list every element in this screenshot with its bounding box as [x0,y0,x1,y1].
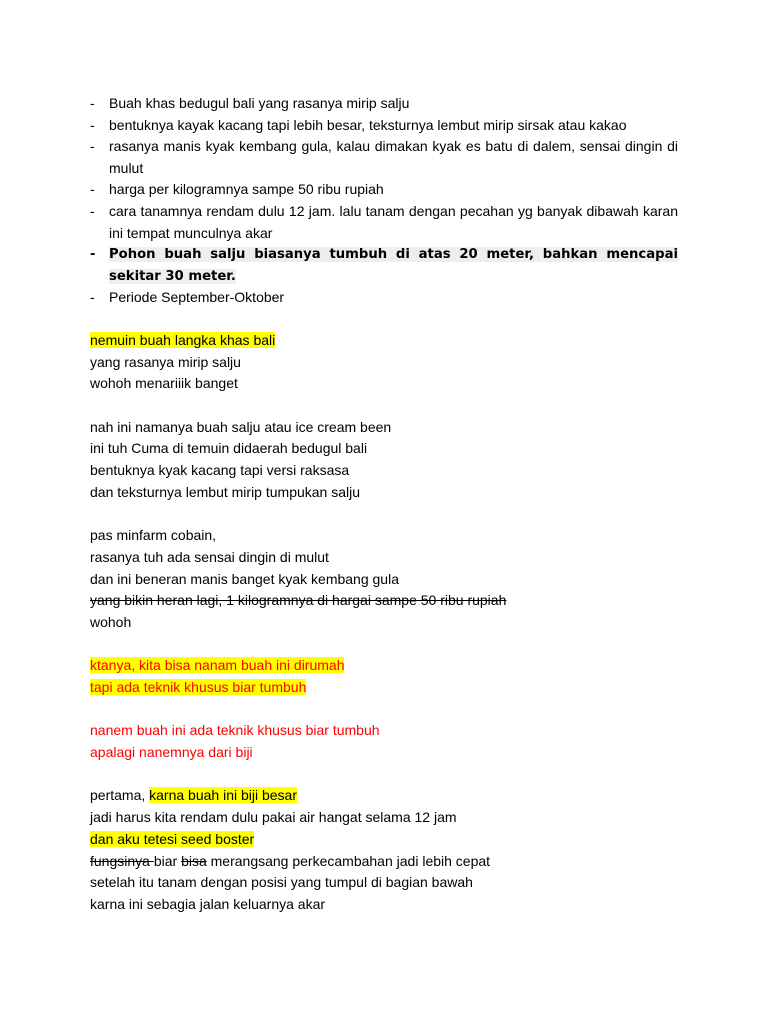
body-text [90,330,690,916]
text-span: merangsang perkecambahan jadi lebih cepat [206,852,491,869]
bullet-text: cara tanamnya rendam dulu 12 jam. lalu tanam dengan pecahan yg banyak dibawah karan ini tempat munculnya akar [109,202,678,241]
dash-marker: - [90,138,95,155]
text-line [90,785,690,807]
text-line: wohoh menariiik banget [90,375,238,392]
strikethrough-text: fungsinya [90,852,154,869]
text-line [90,677,690,699]
dash-marker: - [90,95,95,111]
bullet-list [90,93,678,309]
bullet-item [90,115,678,137]
highlighted-red-text: ktanya, kita bisa nanam buah ini dirumah [90,657,345,674]
bullet-item [90,136,678,179]
strikethrough-text: yang bikin heran lagi, 1 kilogramnya di hargai sampe 50 ribu rupiah [90,592,507,609]
dash-marker: - [90,181,95,198]
bullet-text: bentuknya kayak kacang tapi lebih besar, teksturnya lembut mirip sirsak atau kakao [109,116,627,133]
bullet-item-bold [90,244,678,287]
text-line [90,851,690,873]
bullet-item [90,179,678,201]
text-line: jadi harus kita rendam dulu pakai air hangat selama 12 jam [90,809,457,826]
text-span: biar [153,852,182,869]
bullet-item [90,201,678,244]
text-line: karna ini sebagia jalan keluarnya akar [90,895,326,912]
dash-marker: - [90,247,96,263]
text-line: yang rasanya mirip salju [90,353,241,370]
highlighted-text: nemuin buah langka khas bali [90,332,276,348]
dash-marker: - [90,202,95,219]
text-line: pas minfarm cobain, [90,527,217,544]
text-line: bentuknya kyak kacang tapi versi raksasa [90,462,350,479]
text-line: dan ini beneran manis banget kyak kembang gula [90,570,399,587]
text-line: nah ini namanya buah salju atau ice cream been [90,418,392,435]
paragraph-gap [90,764,690,786]
highlighted-text: karna buah ini biji besar [149,787,298,804]
text-line: ini tuh Cuma di temuin didaerah bedugul bali [90,440,368,457]
paragraph-gap [90,504,690,526]
bullet-text: Buah khas bedugul bali yang rasanya mirip salju [109,95,410,111]
paragraph-gap [90,699,690,721]
red-text-line: apalagi nanemnya dari biji [90,744,253,761]
text-span: pertama, [90,787,150,804]
bullet-item [90,93,678,115]
bullet-text: rasanya manis kyak kembang gula, kalau dimakan kyak es batu di dalem, sensai dingin di mulut [109,138,678,176]
text-line [90,330,690,352]
highlighted-red-text: tapi ada teknik khusus biar tumbuh [90,679,307,695]
paragraph-gap [90,634,690,656]
bullet-text: Pohon buah salju biasanya tumbuh di atas 20 meter, bahkan mencapai sekitar 30 meter. [109,247,678,284]
strikethrough-text: bisa [181,852,207,869]
paragraph-gap [90,395,690,417]
text-line: wohoh [90,613,132,630]
text-line [90,590,690,612]
dash-marker: - [90,289,95,306]
highlighted-text: dan aku tetesi seed boster [90,830,255,847]
dash-marker: - [90,116,95,133]
text-line [90,655,690,677]
text-line: rasanya tuh ada sensai dingin di mulut [90,548,329,565]
bullet-text: harga per kilogramnya sampe 50 ribu rupiah [109,181,384,198]
text-line: setelah itu tanam dengan posisi yang tumpul di bagian bawah [90,874,473,891]
text-line: dan teksturnya lembut mirip tumpukan salju [90,483,361,500]
bullet-item [90,287,678,309]
bullet-text: Periode September-Oktober [109,289,285,306]
red-text-line: nanem buah ini ada teknik khusus biar tumbuh [90,722,380,739]
text-line [90,829,690,851]
